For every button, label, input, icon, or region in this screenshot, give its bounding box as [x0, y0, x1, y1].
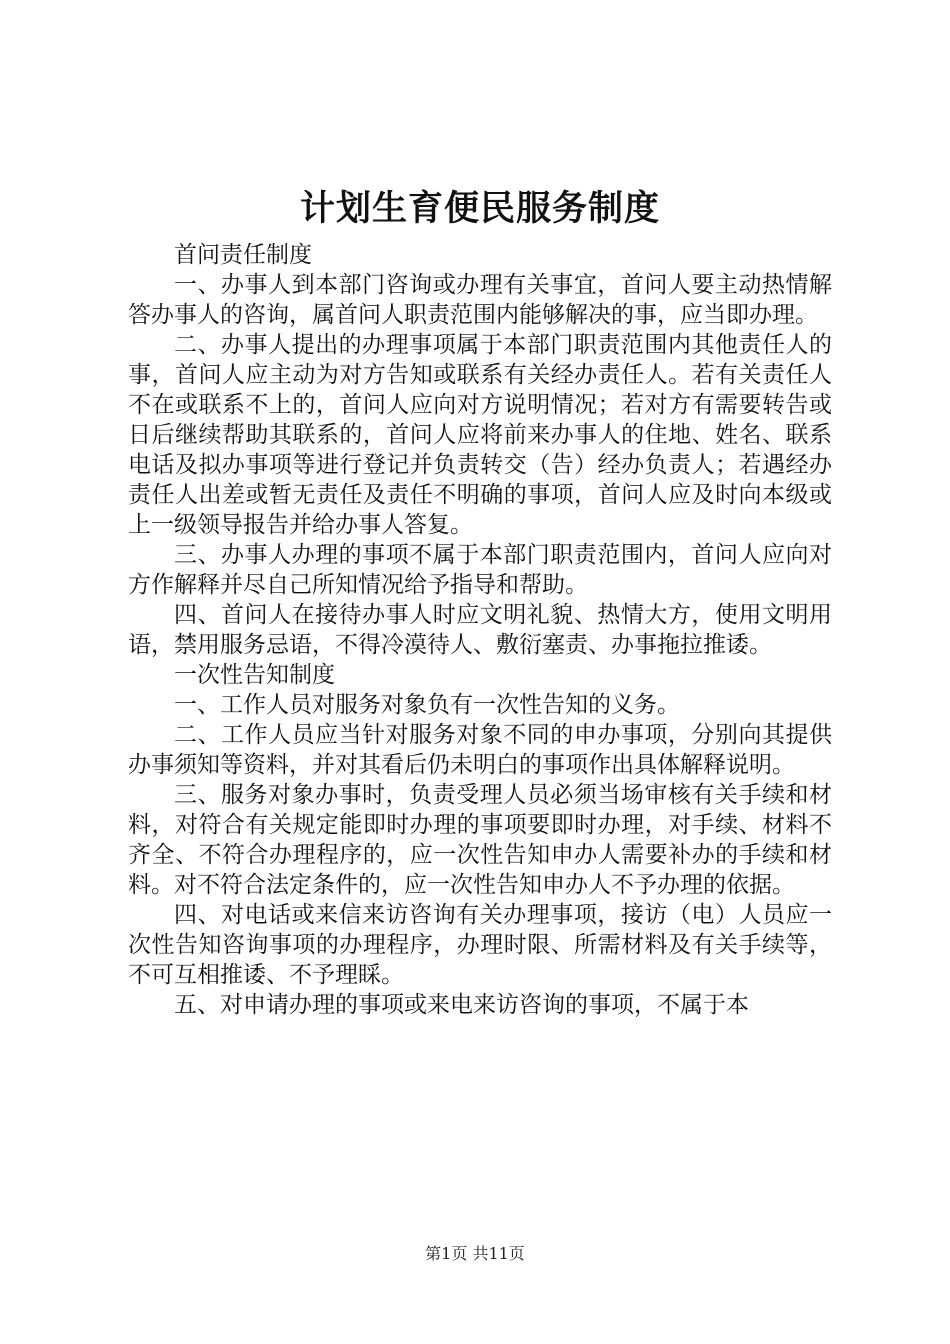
paragraph: 二、办事人提出的办理事项属于本部门职责范围内其他责任人的事，首问人应主动为对方告知或联系有关经办责任人。若有关责任人不在或联系不上的，首问人应向对方说明情况；若对方有需要转告或日后继续帮助其联系的，首问人应将前来办事人的住地、姓名、联系电话及拟办事项等进行登记并负责转交（告）经办负责人；若遇经办责任人出差或暂无责任及责任不明确的事项，首问人应及时向本级或上一级领导报告并给办事人答复。 [128, 332, 832, 538]
page-number-label: 第1页 共11页 [425, 1244, 525, 1263]
paragraph: 一、办事人到本部门咨询或办理有关事宜，首问人要主动热情解答办事人的咨询，属首问人职责范围内能够解决的事，应当即办理。 [128, 272, 832, 328]
document-body [128, 240, 832, 1020]
paragraph: 四、对电话或来信来访咨询有关办理事项，接访（电）人员应一次性告知咨询事项的办理程序，办理时限、所需材料及有关手续等，不可互相推诿、不予理睬。 [128, 902, 832, 988]
paragraph: 一、工作人员对服务对象负有一次性告知的义务。 [174, 692, 680, 718]
document-page [128, 180, 832, 1020]
paragraph: 五、对申请办理的事项或来电来访咨询的事项，不属于本 [174, 992, 749, 1018]
section-heading: 一次性告知制度 [174, 662, 335, 688]
page-footer [0, 1243, 950, 1265]
section-heading: 首问责任制度 [174, 242, 312, 268]
paragraph: 二、工作人员应当针对服务对象不同的申办事项，分别向其提供办事须知等资料，并对其看后仍未明白的事项作出具体解释说明。 [128, 722, 832, 778]
paragraph: 三、办事人办理的事项不属于本部门职责范围内，首问人应向对方作解释并尽自己所知情况给予指导和帮助。 [128, 542, 832, 598]
document-title: 计划生育便民服务制度 [299, 188, 660, 229]
paragraph: 四、首问人在接待办事人时应文明礼貌、热情大方，使用文明用语，禁用服务忌语，不得冷漠待人、敷衍塞责、办事拖拉推诿。 [128, 602, 832, 658]
paragraph: 三、服务对象办事时，负责受理人员必须当场审核有关手续和材料，对符合有关规定能即时办理的事项要即时办理，对手续、材料不齐全、不符合办理程序的，应一次性告知申办人需要补办的手续和材料。对不符合法定条件的，应一次性告知申办人不予办理的依据。 [128, 782, 832, 898]
